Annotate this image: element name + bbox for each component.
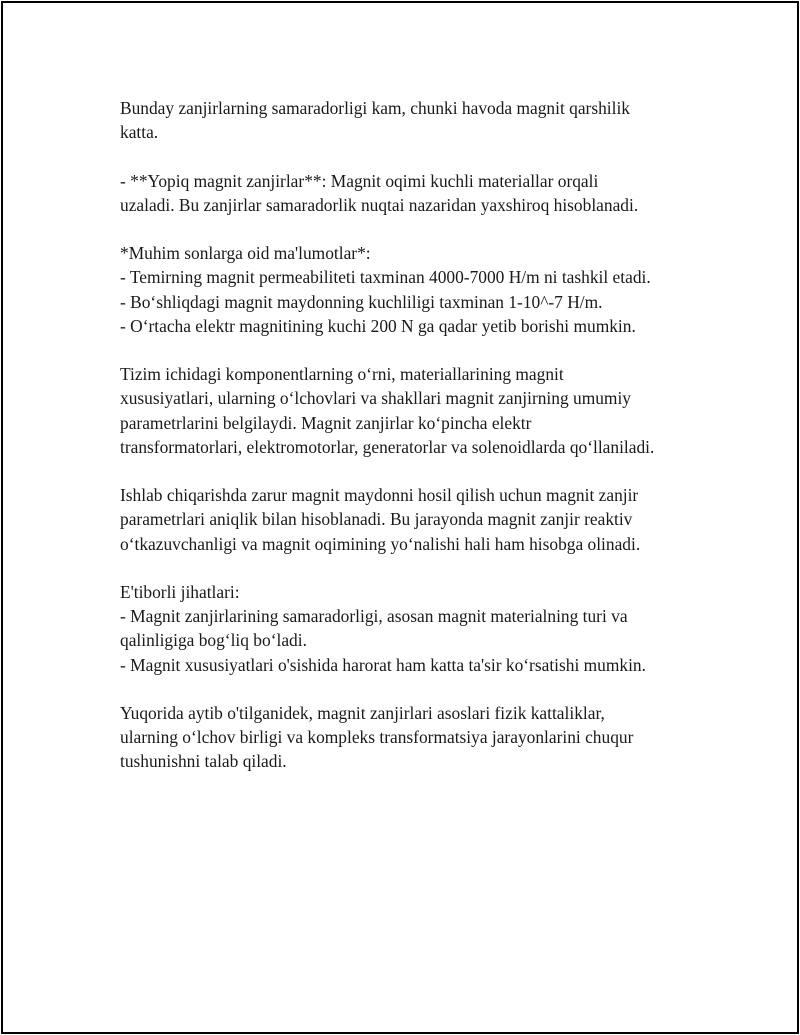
text-line: katta.: [120, 122, 159, 143]
text-line: o‘tkazuvchanligi va magnit oqimining yo‘nalishi hali ham hisobga olinadi.: [120, 533, 641, 554]
paragraph-production: [120, 483, 700, 556]
text-line: ularning o‘lchov birligi va kompleks transformatsiya jarayonlarini chuqur: [120, 727, 634, 748]
paragraph-important-numbers: [120, 241, 700, 338]
text-line: tushunishni talab qiladi.: [120, 751, 287, 772]
paragraph-closed-circuits: [120, 169, 700, 217]
paragraph-conclusion: [120, 701, 700, 774]
paragraph-notable-aspects: [120, 580, 700, 677]
section-heading: E'tiborli jihatlari:: [120, 581, 240, 602]
list-item-continuation: qalinligiga bog‘liq bo‘ladi.: [120, 630, 307, 651]
text-line: - **Yopiq magnit zanjirlar**: Magnit oqimi kuchli materiallar orqali: [120, 170, 599, 191]
list-item: - Magnit zanjirlarining samaradorligi, asosan magnit materialning turi va: [120, 606, 628, 627]
section-heading: *Muhim sonlarga oid ma'lumotlar*:: [120, 243, 371, 264]
document-page: [1, 1, 799, 1034]
list-item: - O‘rtacha elektr magnitining kuchi 200 N ga qadar yetib borishi mumkin.: [120, 315, 636, 336]
list-item: - Temirning magnit permeabiliteti taxminan 4000-7000 H/m ni tashkil etadi.: [120, 267, 651, 288]
text-line: parametrlari aniqlik bilan hisoblanadi. Bu jarayonda magnit zanjir reaktiv: [120, 509, 633, 530]
text-line: Ishlab chiqarishda zarur magnit maydonni hosil qilish uchun magnit zanjir: [120, 485, 639, 506]
list-item: - Bo‘shliqdagi magnit maydonning kuchliligi taxminan 1-10^-7 H/m.: [120, 291, 603, 312]
text-line: uzaladi. Bu zanjirlar samaradorlik nuqtai nazaridan yaxshiroq hisoblanadi.: [120, 194, 639, 215]
text-line: Tizim ichidagi komponentlarning o‘rni, materiallarining magnit: [120, 364, 564, 385]
text-line: transformatorlari, elektromotorlar, generatorlar va solenoidlarda qo‘llaniladi.: [120, 436, 655, 457]
text-line: Bunday zanjirlarning samaradorligi kam, chunki havoda magnit qarshilik: [120, 98, 630, 118]
text-line: xususiyatlari, ularning o‘lchovlari va shakllari magnit zanjirning umumiy: [120, 388, 631, 409]
document-body: [120, 96, 700, 798]
text-line: parametrlarini belgilaydi. Magnit zanjirlar ko‘pincha elektr: [120, 412, 532, 433]
text-line: Yuqorida aytib o'tilganidek, magnit zanjirlari asoslari fizik kattaliklar,: [120, 702, 605, 723]
paragraph-open-circuits: [120, 96, 700, 144]
paragraph-components: [120, 362, 700, 459]
list-item: - Magnit xususiyatlari o'sishida harorat ham katta ta'sir ko‘rsatishi mumkin.: [120, 654, 646, 675]
